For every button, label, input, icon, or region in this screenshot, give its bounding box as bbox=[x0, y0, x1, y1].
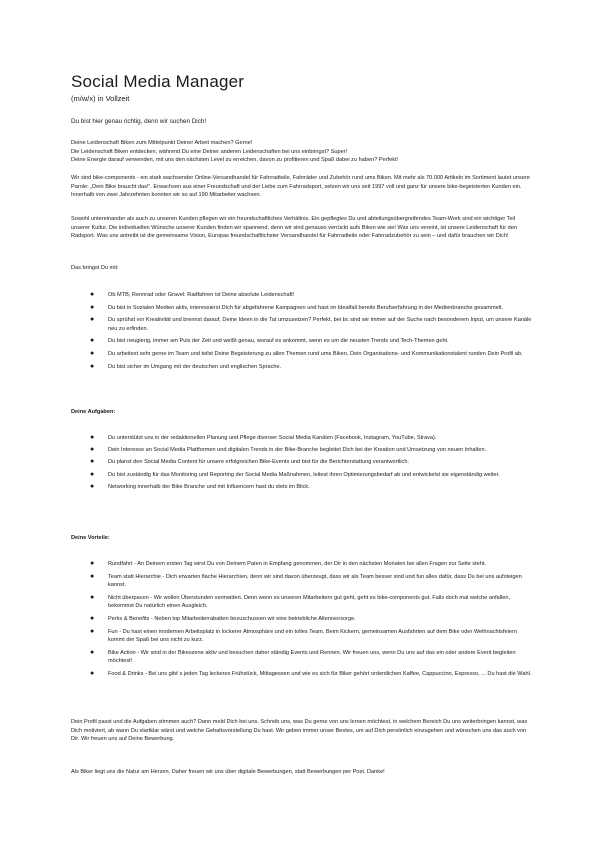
list-item: ● Dein Interesse an Social Media Plattformen und digitalen Trends in der Bike-Branche begleitet Dich bei der Kreation und Umsetzung von neuen Inhalten. bbox=[90, 445, 487, 453]
intro-line: Deine Energie darauf verwenden, mit uns den nächsten Level zu erreichen, davon zu profitieren und Spaß dabei zu haben? Perfekt! bbox=[71, 157, 399, 164]
list-item: ● Ob MTB, Rennrad oder Gravel: Radfahren ist Deine absolute Leidenschaft! bbox=[90, 291, 295, 298]
list-item: ● Du sprühst vor Kreativität und brennst darauf, Deine Ideen in die Tat umzusetzen? Perfekt, bei bc sind wir immer auf der Suche nach besonderem Input, um unsere Kanäle neu zu erfinden. bbox=[90, 316, 532, 332]
footer-note: Als Biker liegt uns die Natur am Herzen. Daher freuen wir uns über digitale Bewerbungen, statt Bewerbungen per Post. Danke! bbox=[71, 769, 385, 775]
bullet-dot-icon: ● bbox=[90, 627, 95, 635]
list-item: ● Du bist zuständig für das Monitoring und Reporting der Social Media Maßnahmen, leitest ihren Optimierungsbedarf ab und entwickelst sie eigenständig weiter. bbox=[90, 470, 500, 478]
bullet-dot-icon: ● bbox=[90, 445, 95, 453]
intro-line: Die Leidenschaft Biken entdecken, während Du eine Deiner anderen Leidenschaften bei uns einbringst? Super! bbox=[71, 148, 348, 155]
bullet-dot-icon: ● bbox=[90, 303, 95, 311]
bullet-dot-icon: ● bbox=[90, 648, 95, 656]
bullet-dot-icon: ● bbox=[90, 362, 95, 370]
list-item: ● Team statt Hierarchie - Dich erwarten flache Hierarchien, denn wir sind davon überzeugt, dass wir als Team besser sind und fun alles dafür, dass Du bei uns aufsteigen kannst. bbox=[90, 572, 522, 589]
bullet-dot-icon: ● bbox=[90, 560, 95, 567]
job-title: Social Media Manager bbox=[71, 72, 245, 91]
list-item: ● Perks & Benefits - Neben top Mitarbeiterrabatten bezuschussen wir eine betriebliche Altersvorsorge. bbox=[90, 614, 356, 622]
list-item: ● Du arbeitest sehr gerne im Team und teilst Deine Begeisterung zu allen Themen rund ums Biken. Dein Organisations- und Kommunikationstalent runden Dein Profil ab. bbox=[90, 349, 523, 357]
job-subtitle: (m/w/x) in Vollzeit bbox=[71, 94, 130, 103]
bullet-dot-icon: ● bbox=[90, 669, 95, 677]
list-item: ● Du planst den Social Media Content für unsere erfolgreichen Bike-Events und bist für die Berichterstattung verantwortlich. bbox=[90, 458, 409, 466]
profile-list bbox=[71, 291, 533, 371]
bullet-dot-icon: ● bbox=[90, 593, 95, 601]
list-item: ● Du bist neugierig, immer am Puls der Zeit und weißt genau, worauf es ankommt, wenn es um die neusten Trends und Tech-Themen geht. bbox=[90, 337, 449, 345]
closing-paragraph: Dein Profil passt und die Aufgaben stimmen auch? Dann meld Dich bei uns. Schreib uns, was Du gerne von uns lernen möchtest, in welchem Bereich Du uns weiterbringen kannst, was Dich motiviert, ab wann Du startklar wärst und welche Gehaltsvorstellung Du hast. Wir geben immer unser Bestes, um auf Dich persönlich einzugehen und wünschen uns das auch von Dir. Wir freuen uns auf Deine Bewerbung. bbox=[71, 719, 528, 743]
list-item: ● Nicht überpacen - Wir wollen Überstunden vermeiden. Denn wenn es unseren Mitarbeitern gut geht, geht es bike-components gut. Falls doch mal welche anfallen, bekommst Du natürlich einen Ausgleich. bbox=[90, 593, 511, 610]
profile-heading: Das bringst Du mit: bbox=[71, 265, 119, 271]
bullet-dot-icon: ● bbox=[90, 614, 95, 622]
bullet-dot-icon: ● bbox=[90, 349, 95, 357]
list-item: ● Food & Drinks - Bei uns gibt´s jeden Tag leckeres Frühstück, Mittagessen und wie es sich für Biker gehört ordentlichen Kaffee, Cappuccino, Espresso, ... Du hast die Wahl. bbox=[90, 669, 532, 677]
bullet-dot-icon: ● bbox=[90, 483, 95, 491]
bullet-dot-icon: ● bbox=[90, 316, 95, 324]
bullet-dot-icon: ● bbox=[90, 470, 95, 478]
intro-block bbox=[71, 139, 533, 165]
list-item: ● Bike Action - Wir sind in der Bikeszene aktiv und besuchen daher ständig Events und Rennen. Wir freuen uns, wenn Du uns auf das ein oder andere Event begleiten möchtest! bbox=[90, 648, 516, 665]
list-item: ● Du unterstützt uns in der redaktionellen Planung und Pflege diverser Social Media Kanälen (Facebook, Instagram, YouTube, Strava). bbox=[90, 434, 437, 441]
bullet-dot-icon: ● bbox=[90, 291, 95, 298]
list-item: ● Rundfahrt - An Deinem ersten Tag wirst Du von Deinem Paten in Empfang genommen, der Dir in den nächsten Monaten bei allen Fragen zur Seite steht. bbox=[90, 560, 486, 567]
company-paragraph: Wir sind bike-components - ein stark wachsender Online-Versandhandel für Fahrradteile, Fahrräder und Zubehör rund ums Biken. Mit mehr als 70.000 Artikeln im Sortiment lautet unsere Parole: „Dein Bike braucht das!“. Erwachsen aus einer Freundschaft und der Liebe zum Fahrradsport, setzen wir uns seit 1997 voll und ganz für unsere bike-begeisterten Kunden ein. Innerhalb von zwei Jahrzehnten konnten wir so auf 190 Mitarbeiter wachsen. bbox=[71, 175, 530, 199]
list-item: ● Networking innerhalb der Bike Branche und mit Influencern hast du stets im Blick. bbox=[90, 483, 310, 491]
bullet-dot-icon: ● bbox=[90, 572, 95, 580]
bullet-dot-icon: ● bbox=[90, 434, 95, 441]
culture-paragraph: Sowohl untereinander als auch zu unseren Kunden pflegen wir ein freundschaftliches Verhältnis. Ein gepflegtes Du und abteilungsübergreifendes Team-Work sind ein wichtiger Teil unserer Kultur. Die individuellen Wünsche unserer Kunden finden wir spannend, denn wir sind genauso verrückt aufs Biken wie sie! Was uns vereint, ist unsere Leidenschaft für den Radsport. Was uns antreibt ist die gemeinsame Vision, Europas freundschaftlichster Versandhandel für Fahrradteile oder Fahrradzubehör zu sein – und dafür brauchen wir Dich! bbox=[71, 216, 517, 240]
list-item: ● Fun - Du hast einen modernen Arbeitsplatz in lockerer Atmosphäre und ein tolles Team. Beim Kickern, gemeinsamen Ausfahrten auf dem Bike oder Weihnachtsfeiern kommt der Spaß bei uns nicht zu kurz. bbox=[90, 627, 517, 644]
bullet-dot-icon: ● bbox=[90, 458, 95, 466]
benefits-heading: Deine Vorteile: bbox=[71, 535, 110, 541]
tasks-list bbox=[71, 434, 533, 492]
list-item: ● Du bist sicher im Umgang mit der deutschen und englischen Sprache. bbox=[90, 362, 282, 370]
greeting: Du bist hier genau richtig, denn wir suchen Dich! bbox=[71, 118, 207, 125]
intro-line: Deine Leidenschaft Biken zum Mittelpunkt Deiner Arbeit machen? Gerne! bbox=[71, 140, 253, 146]
tasks-heading: Deine Aufgaben: bbox=[71, 409, 116, 415]
list-item: ● Du bist in Sozialen Medien aktiv, interessierst Dich für abgefahrene Kampagnen und hast im Idealfall bereits Berufserfahrung in der Medienbranche gesammelt. bbox=[90, 303, 504, 311]
benefits-list bbox=[71, 560, 533, 679]
bullet-dot-icon: ● bbox=[90, 337, 95, 345]
